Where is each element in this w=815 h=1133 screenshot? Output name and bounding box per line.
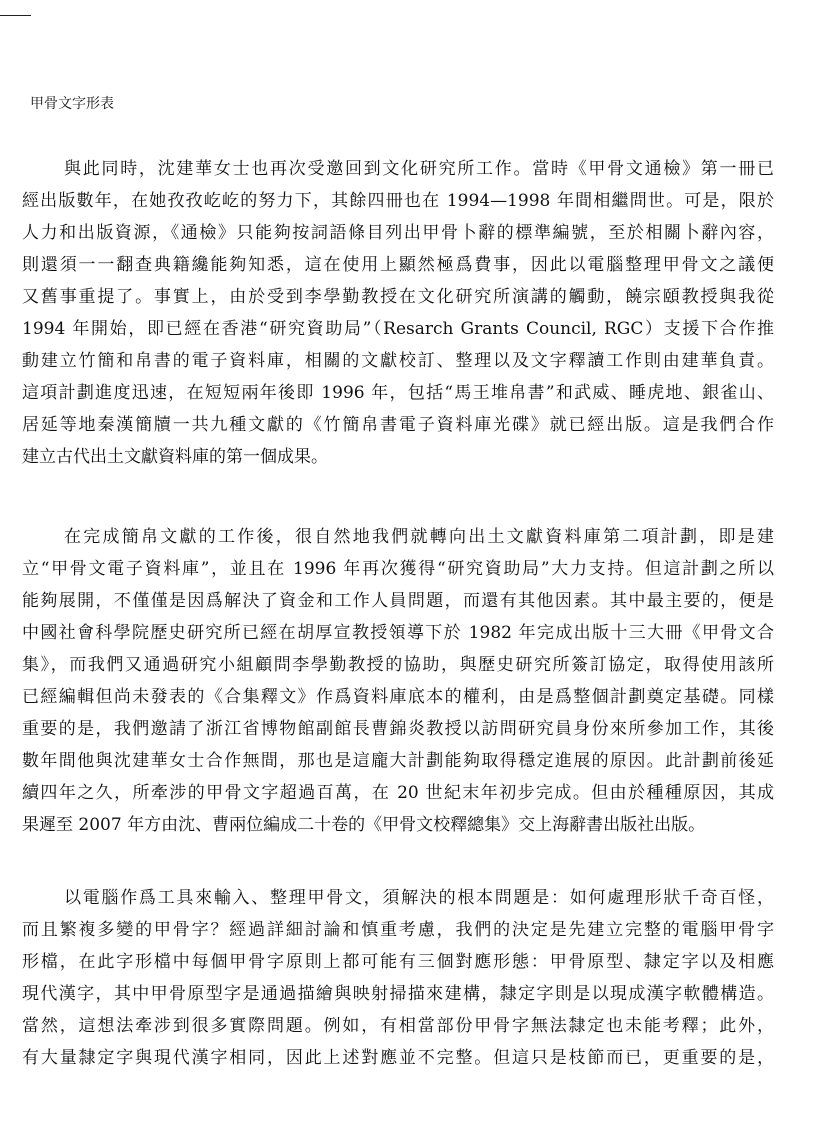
running-head: 甲骨文字形表 (30, 96, 114, 112)
paragraph-line: 續四年之久，所牽涉的甲骨文字超過百萬，在 20 世紀末年初步完成。但由於種種原因，其成 (22, 783, 774, 803)
paragraph-line: 已經編輯但尚未發表的《合集釋文》作爲資料庫底本的權利，由是爲整個計劃奠定基礎。同樣 (22, 687, 774, 707)
paragraph-line: 當然，這想法牽涉到很多實際問題。例如，有相當部份甲骨字無法隸定也未能考釋；此外， (22, 1016, 774, 1036)
paragraph-2 (22, 521, 774, 841)
paragraph-line: 能夠展開，不僅僅是因爲解決了資金和工作人員問題，而還有其他因素。其中最主要的，便是 (22, 591, 774, 611)
paragraph-1 (22, 153, 774, 473)
paragraph-line: 與此同時，沈建華女士也再次受邀回到文化研究所工作。當時《甲骨文通檢》第一冊已 (64, 159, 774, 179)
paragraph-line: 則還須一一翻查典籍纔能夠知悉，這在使用上顯然極爲費事，因此以電腦整理甲骨文之議便 (22, 255, 774, 275)
paragraph-line: 果遲至 2007 年方由沈、曹兩位編成二十卷的《甲骨文校釋總集》交上海辭書出版社出版。 (22, 815, 706, 835)
paragraph-line: 立“甲骨文電子資料庫”，並且在 1996 年再次獲得“研究資助局”大力支持。但這計劃之所以 (22, 559, 774, 579)
paragraph-line: 建立古代出土文獻資料庫的第一個成果。 (22, 447, 328, 467)
paragraph-line: 動建立竹簡和帛書的電子資料庫，相關的文獻校訂、整理以及文字釋讀工作則由建華負責。 (22, 351, 774, 371)
paragraph-line: 集》，而我們又通過研究小組顧問李學勤教授的協助，與歷史研究所簽訂協定，取得使用該所 (22, 655, 774, 675)
paragraph-line: 有大量隸定字與現代漢字相同，因此上述對應並不完整。但這只是枝節而已，更重要的是， (22, 1048, 774, 1068)
paragraph-3 (22, 882, 774, 1074)
paragraph-line: 數年間他與沈建華女士合作無間，那也是這龐大計劃能夠取得穩定進展的原因。此計劃前後延 (22, 751, 774, 771)
paragraph-line: 在完成簡帛文獻的工作後，很自然地我們就轉向出土文獻資料庫第二項計劃，即是建 (64, 527, 774, 547)
paragraph-line: 中國社會科學院歷史研究所已經在胡厚宣教授領導下於 1982 年完成出版十三大冊《甲骨文合 (22, 623, 774, 643)
paragraph-line: 1994 年開始，即已經在香港“研究資助局”（Resarch Grants Council, RGC）支援下合作推 (22, 319, 774, 339)
paragraph-line: 重要的是，我們邀請了浙江省博物館副館長曹錦炎教授以訪問研究員身份來所參加工作，其後 (22, 719, 774, 739)
paragraph-line: 現代漢字，其中甲骨原型字是通過描繪與映射掃描來建構，隸定字則是以現成漢字軟體構造。 (22, 984, 774, 1004)
paragraph-line: 這項計劃進度迅速，在短短兩年後即 1996 年，包括“馬王堆帛書”和武威、睡虎地、銀雀山、 (22, 383, 774, 403)
corner-rule (0, 15, 31, 16)
paragraph-line: 居延等地秦漢簡牘一共九種文獻的《竹簡帛書電子資料庫光碟》就已經出版。這是我們合作 (22, 415, 774, 435)
paragraph-line: 人力和出版資源，《通檢》只能夠按詞語條目列出甲骨卜辭的標準編號，至於相關卜辭內容， (22, 223, 774, 243)
paragraph-line: 形檔，在此字形檔中每個甲骨字原則上都可能有三個對應形態：甲骨原型、隸定字以及相應 (22, 952, 774, 972)
paragraph-line: 以電腦作爲工具來輸入、整理甲骨文，須解決的根本問題是：如何處理形狀千奇百怪， (64, 888, 774, 908)
paragraph-line: 經出版數年，在她孜孜屹屹的努力下，其餘四冊也在 1994—1998 年間相繼問世。可是，限於 (22, 191, 774, 211)
paragraph-line: 又舊事重提了。事實上，由於受到李學勤教授在文化研究所演講的觸動，饒宗頤教授與我從 (22, 287, 774, 307)
paragraph-line: 而且繁複多變的甲骨字？經過詳細討論和慎重考慮，我們的決定是先建立完整的電腦甲骨字 (22, 920, 774, 940)
